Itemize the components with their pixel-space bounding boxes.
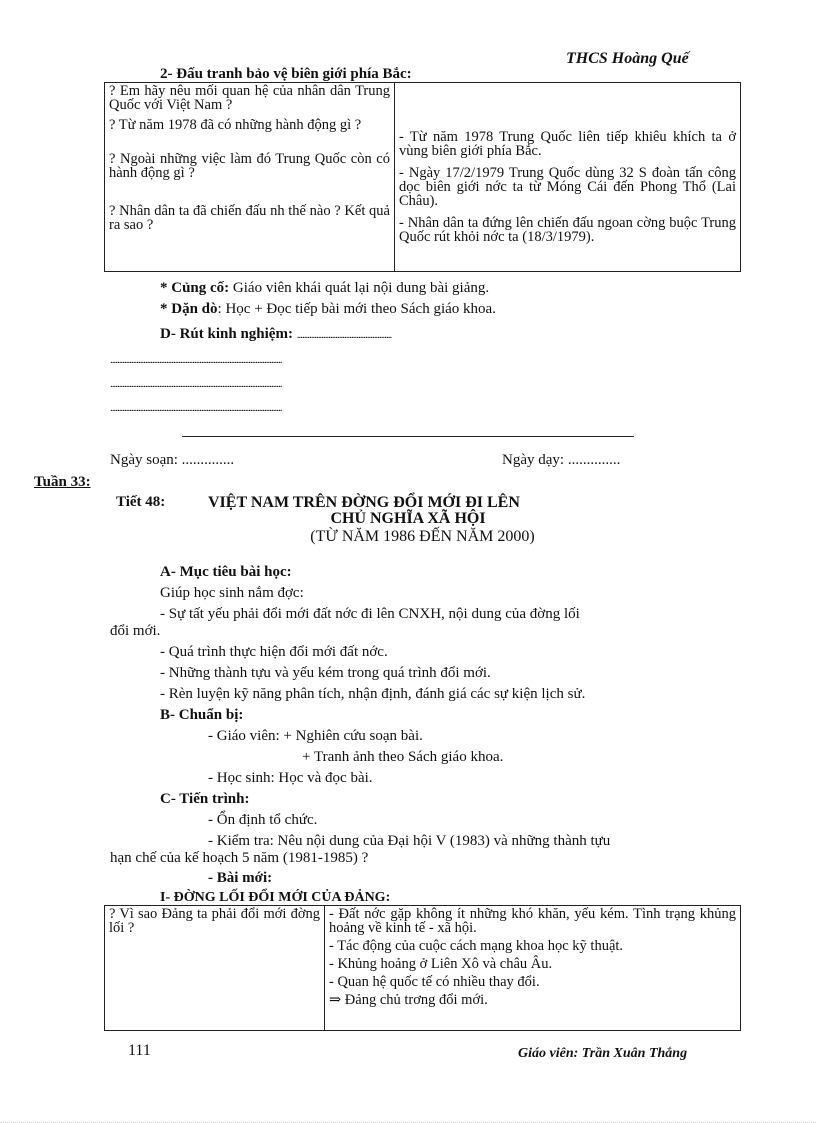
objective-1: - Sự tất yếu phải đổi mới đất nớc đi lên CNXH, nội dung của đờng lối (160, 606, 580, 622)
consolidate-label: * Củng cố: (160, 280, 230, 296)
prep-teacher-2: + Tranh ảnh theo Sách giáo khoa. (302, 749, 504, 765)
question-4: ? Nhân dân ta đã chiến đấu nh thế nào ? Kết quả ra sao ? (109, 203, 390, 233)
lesson-title-3: (TỪ NĂM 1986 ĐẾN NĂM 2000) (310, 528, 535, 545)
question-1: ? Em hãy nêu mối quan hệ của nhân dân Trung Quốc với Việt Nam ? (109, 83, 390, 113)
homework-text: : Học + Đọc tiếp bài mới theo Sách giáo khoa. (217, 301, 496, 317)
page-number: 111 (128, 1042, 151, 1059)
objective-3: - Những thành tựu và yếu kém trong quá trình đổi mới. (160, 665, 491, 681)
section1-answer-2: - Tác động của cuộc cách mạng khoa học kỹ thuật. (329, 938, 624, 954)
section1-answer-5-text: Đảng chủ trơng đổi mới. (344, 992, 488, 1008)
prep-student: - Học sinh: Học và đọc bài. (208, 770, 373, 786)
homework-label: * Dặn dò (160, 301, 218, 317)
process-check-2: hạn chế của kế hoạch 5 năm (1981-1985) ? (110, 850, 369, 866)
objective-4: - Rèn luyện kỹ năng phân tích, nhận định, đánh giá các sự kiện lịch sử. (160, 686, 586, 702)
question-3: ? Ngoài những việc làm đó Trung Quốc còn có hành động gì ? (109, 151, 390, 181)
objective-1-cont: đổi mới. (110, 623, 161, 639)
answer-4: - Nhân dân ta đứng lên chiến đấu ngoan cờng buộc Trung Quốc rút khỏi nớc ta (18/3/1979). (399, 215, 736, 245)
experience-label: D- Rút kinh nghiệm: (160, 326, 293, 342)
section1-answer-4: - Quan hệ quốc tế có nhiều thay đổi. (329, 974, 540, 990)
section1-question-cell (105, 906, 325, 1031)
answers-cell (395, 83, 741, 272)
lesson-title-1: VIỆT NAM TRÊN ĐỜNG ĐỔI MỚI ĐI LÊN (208, 494, 520, 511)
section1-answer-cell (325, 906, 741, 1031)
prep-teacher-1: - Giáo viên: + Nghiên cứu soạn bài. (208, 728, 423, 744)
experience-line-3: .................................................................................................. (110, 402, 282, 414)
process-stabilize: - Ổn định tổ chức. (208, 812, 318, 828)
teach-date: Ngày dạy: .............. (502, 452, 621, 468)
homework-line (160, 301, 496, 318)
experience-line-2: .................................................................................................. (110, 378, 282, 390)
process-title: C- Tiến trình: (160, 791, 250, 807)
section2-table (104, 82, 741, 272)
separator-line (182, 436, 634, 437)
experience-dots: ...................................................... (296, 329, 392, 341)
experience-line-1: .................................................................................................. (110, 354, 282, 366)
consolidate-line (160, 280, 489, 297)
question-2: ? Từ năm 1978 đã có những hành động gì ? (109, 117, 362, 133)
prep-date: Ngày soạn: .............. (110, 452, 235, 468)
questions-cell (105, 83, 395, 272)
consolidate-text: Giáo viên khái quát lại nội dung bài giảng. (229, 280, 490, 296)
objectives-title: A- Mục tiêu bài học: (160, 564, 292, 580)
teacher-name: Giáo viên: Trần Xuân Thắng (518, 1046, 688, 1061)
process-check-1: - Kiểm tra: Nêu nội dung của Đại hội V (1983) và những thành tựu (208, 833, 611, 849)
lesson-title-2: CHỦ NGHĨA XÃ HỘI (330, 510, 486, 527)
objectives-intro: Giúp học sinh nắm đợc: (160, 585, 304, 601)
section1-answer-3: - Khủng hoảng ở Liên Xô và châu Âu. (329, 956, 553, 972)
school-name: THCS Hoàng Quế (566, 50, 689, 67)
section2-title: 2- Đấu tranh bảo vệ biên giới phía Bắc: (160, 66, 412, 82)
answer-2: - Từ năm 1978 Trung Quốc liên tiếp khiêu khích ta ở vùng biên giới phía Bắc. (399, 129, 736, 159)
section1-title: I- ĐỜNG LỐI ĐỔI MỚI CỦA ĐẢNG: (160, 890, 391, 905)
section1-answer-5 (329, 993, 736, 1007)
section1-answer-1: - Đất nớc gặp không ít những khó khăn, yếu kém. Tình trạng khủng hoảng về kinh tế - xã hội. (329, 906, 736, 936)
answer-3: - Ngày 17/2/1979 Trung Quốc dùng 32 S đoàn tấn công dọc biên giới nớc ta từ Móng Cái đến Phong Thổ (Lai Châu). (399, 165, 736, 209)
lesson-number: Tiết 48: (116, 494, 166, 510)
section1-question: ? Vì sao Đảng ta phải đổi mới đờng lối ? (109, 906, 320, 936)
objective-2: - Quá trình thực hiện đổi mới đất nớc. (160, 644, 388, 660)
process-new-lesson: - Bài mới: (208, 870, 273, 886)
right-arrow-icon: ⇒ (329, 992, 342, 1008)
preparation-title: B- Chuẩn bị: (160, 707, 244, 723)
section1-table (104, 905, 741, 1031)
experience-line (160, 326, 391, 343)
week-label: Tuần 33: (34, 474, 91, 490)
